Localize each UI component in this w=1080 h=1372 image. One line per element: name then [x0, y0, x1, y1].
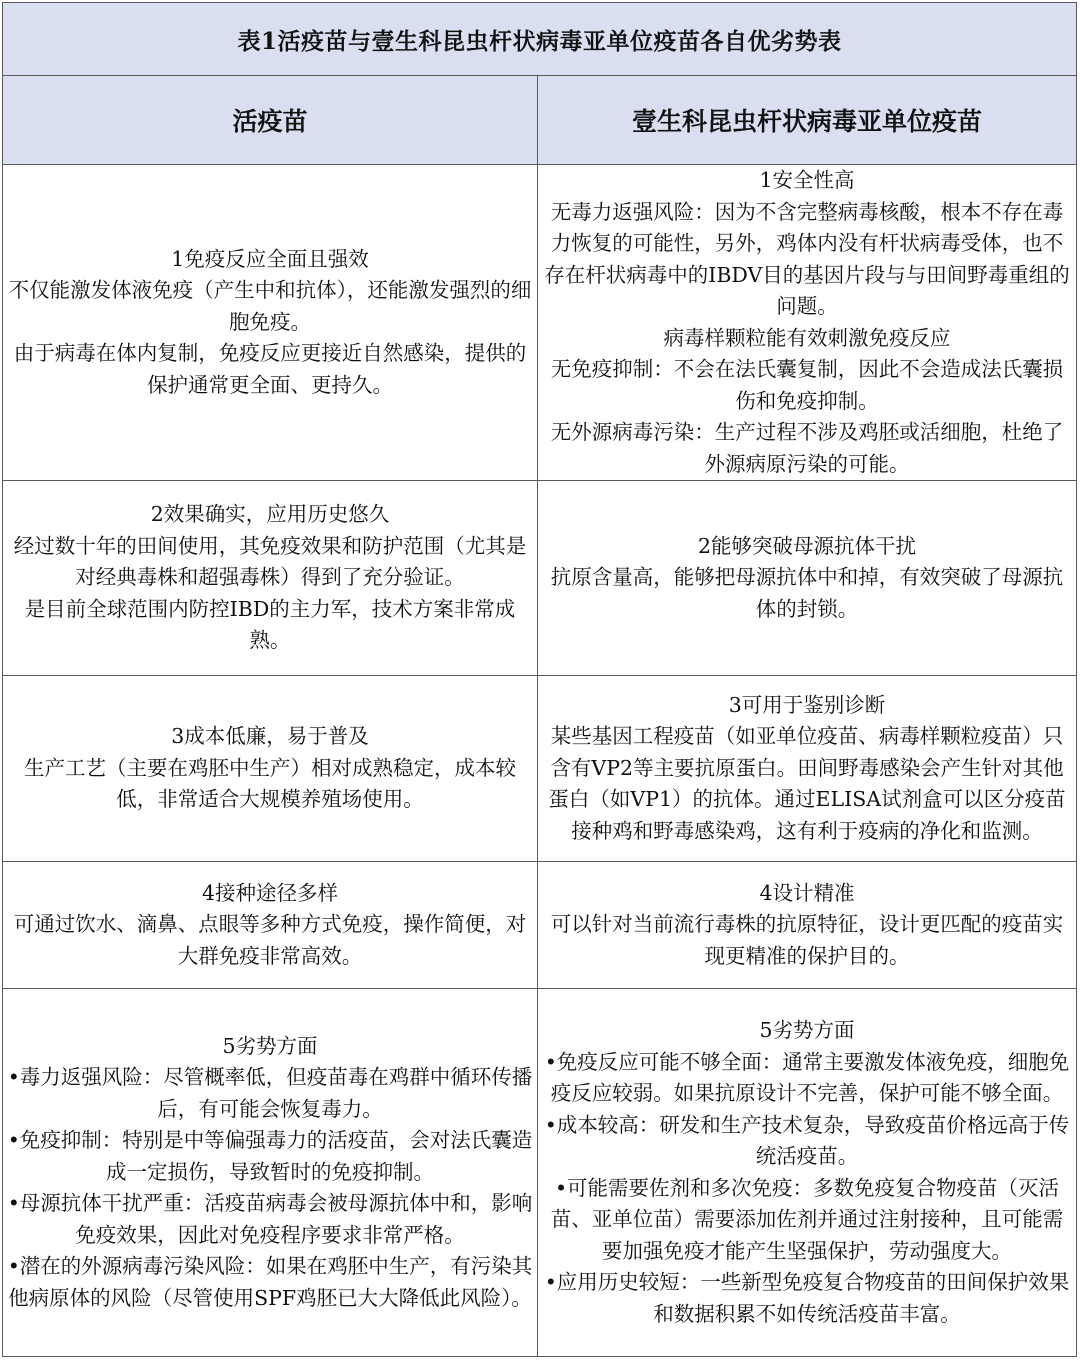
table-row [3, 989, 1077, 1357]
header-live-vaccine: 活疫苗 [3, 76, 538, 165]
point-text: 某些基因工程疫苗（如亚单位疫苗、病毒样颗粒疫苗）只含有VP2等主要抗原蛋白。田间野毒感染会产生针对其他蛋白（如VP1）的抗体。通过ELISA试剂盒可以区分疫苗接种鸡和野毒感染鸡，这有利于疫病的净化和监测。 [548, 724, 1066, 843]
point-text: 抗原含量高，能够把母源抗体中和掉，有效突破了母源抗体的封锁。 [550, 565, 1064, 621]
point-text: 生产工艺（主要在鸡胚中生产）相对成熟稳定，成本较低，非常适合大规模养殖场使用。 [24, 755, 516, 812]
point-heading: 5劣势方面 [759, 1018, 855, 1042]
point-text: 病毒样颗粒能有效刺激免疫反应 [663, 325, 951, 350]
point-text: 无外源病毒污染：生产过程不涉及鸡胚或活细胞，杜绝了外源病原污染的可能。 [550, 420, 1064, 476]
point-text: 无毒力返强风险：因为不含完整病毒核酸，根本不存在毒力恢复的可能性，另外，鸡体内没有杆状病毒受体，也不存在杆状病毒中的IBDV目的基因片段与与田间野毒重组的问题。 [544, 199, 1070, 318]
point-text: •成本较高：研发和生产技术复杂，导致疫苗价格远高于传统活疫苗。 [544, 1112, 1070, 1168]
point-text: 由于病毒在体内复制，免疫反应更接近自然感染，提供的保护通常更全面、更持久。 [13, 341, 527, 397]
subunit-vaccine-cell [538, 676, 1077, 862]
point-text: 是目前全球范围内防控IBD的主力军，技术方案非常成熟。 [24, 596, 516, 653]
subunit-vaccine-cell [538, 862, 1077, 989]
point-text: 可以针对当前流行毒株的抗原特征，设计更匹配的疫苗实现更精准的保护目的。 [550, 912, 1064, 968]
point-text: •毒力返强风险：尽管概率低，但疫苗毒在鸡群中循环传播后，有可能会恢复毒力。 [7, 1065, 533, 1121]
point-heading: 4设计精准 [759, 880, 855, 905]
live-vaccine-cell [3, 481, 538, 676]
point-text: 无免疫抑制：不会在法氏囊复制，因此不会造成法氏囊损伤和免疫抑制。 [550, 357, 1064, 413]
point-text: •免疫反应可能不够全面：通常主要激发体液免疫，细胞免疫反应较弱。如果抗原设计不完善，保护可能不够全面。 [544, 1049, 1070, 1105]
point-heading: 3成本低廉，易于普及 [171, 724, 369, 749]
live-vaccine-cell [3, 989, 538, 1357]
header-subunit-vaccine: 壹生科昆虫杆状病毒亚单位疫苗 [538, 76, 1077, 165]
title-row [3, 3, 1077, 76]
point-text: •可能需要佐剂和多次免疫：多数免疫复合物疫苗（灭活苗、亚单位苗）需要添加佐剂并通过注射接种，且可能需要加强免疫才能产生坚强保护，劳动强度大。 [550, 1175, 1064, 1263]
point-heading: 2能够突破母源抗体干扰 [697, 533, 917, 558]
live-vaccine-cell [3, 862, 538, 989]
point-text: 不仅能激发体液免疫（产生中和抗体），还能激发强烈的细胞免疫。 [8, 278, 532, 334]
comparison-table [2, 2, 1077, 1357]
point-heading: 4接种途径多样 [201, 880, 339, 905]
point-text: •应用历史较短：一些新型免疫复合物疫苗的田间保护效果和数据积累不如传统活疫苗丰富。 [544, 1270, 1070, 1326]
subunit-vaccine-cell [538, 481, 1077, 676]
point-text: 经过数十年的田间使用，其免疫效果和防护范围（尤其是对经典毒株和超强毒株）得到了充分验证。 [13, 533, 527, 590]
header-row [3, 76, 1077, 165]
live-vaccine-cell [3, 165, 538, 481]
live-vaccine-cell [3, 676, 538, 862]
point-heading: 2效果确实，应用历史悠久 [150, 502, 390, 527]
point-heading: 1免疫反应全面且强效 [171, 246, 369, 271]
table-row [3, 862, 1077, 989]
point-text: 可通过饮水、滴鼻、点眼等多种方式免疫，操作简便，对大群免疫非常高效。 [13, 912, 527, 968]
subunit-vaccine-cell [538, 165, 1077, 481]
table-row [3, 481, 1077, 676]
point-text: •免疫抑制：特别是中等偏强毒力的活疫苗，会对法氏囊造成一定损伤，导致暂时的免疫抑制。 [7, 1128, 533, 1184]
comparison-document [2, 2, 1078, 1368]
table-row [3, 676, 1077, 862]
table-title: 表1活疫苗与壹生科昆虫杆状病毒亚单位疫苗各自优劣势表 [3, 3, 1077, 76]
point-heading: 1安全性高 [759, 168, 855, 192]
point-heading: 3可用于鉴别诊断 [728, 692, 886, 717]
point-text: •母源抗体干扰严重：活疫苗病毒会被母源抗体中和，影响免疫效果，因此对免疫程序要求非常严格。 [7, 1191, 533, 1247]
table-row [3, 165, 1077, 481]
point-text: •潜在的外源病毒污染风险：如果在鸡胚中生产，有污染其他病原体的风险（尽管使用SPF鸡胚已大大降低此风险）。 [7, 1254, 533, 1310]
subunit-vaccine-cell [538, 989, 1077, 1357]
point-heading: 5劣势方面 [222, 1033, 318, 1058]
